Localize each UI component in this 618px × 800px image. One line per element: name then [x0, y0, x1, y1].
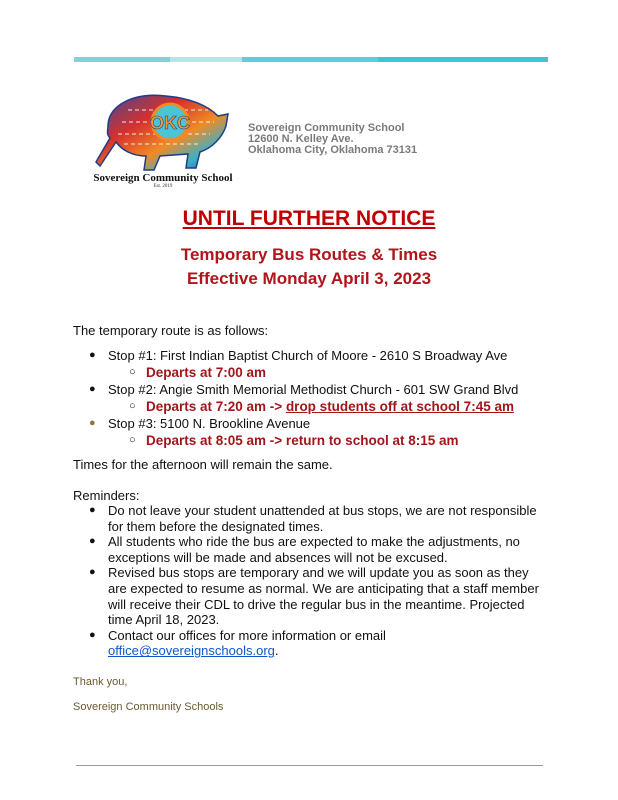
stop-text: Stop #2: Angie Smith Memorial Methodist Church - 601 SW Grand Blvd: [108, 382, 519, 397]
subtitle-effective-date: Effective Monday April 3, 2023: [186, 269, 432, 288]
headline: UNTIL FURTHER NOTICE: [182, 207, 436, 230]
dropoff-time: drop students off at school 7:45 am: [285, 399, 514, 414]
address-line: 12600 N. Kelley Ave.: [248, 133, 354, 145]
departure-time: Departs at 7:20 am -> drop students off at school 7:45 am: [146, 399, 514, 414]
circle-bullet-icon: ○: [129, 400, 136, 412]
top-accent-bar: [74, 57, 548, 62]
school-address: [248, 123, 417, 156]
reminder-text: Do not leave your student unattended at bus stops, we are not responsible for them before the designated times.: [108, 503, 537, 534]
top-bar-segment: [170, 57, 242, 62]
footer-divider: [76, 765, 543, 766]
stop-item: [73, 347, 553, 364]
logo-monogram: OKC: [150, 113, 190, 133]
reminder-list: [73, 503, 553, 659]
stop-text: Stop #1: First Indian Baptist Church of Moore - 2610 S Broadway Ave: [108, 348, 508, 363]
stop-item: [73, 381, 553, 398]
bullet-icon: ●: [89, 417, 96, 429]
thanks-line: Thank you,: [73, 676, 128, 688]
reminder-item: [73, 565, 553, 627]
afternoon-note: Times for the afternoon will remain the same.: [73, 457, 333, 472]
bullet-icon: ●: [89, 349, 96, 361]
email-link[interactable]: office@sovereignschools.org: [108, 643, 275, 659]
reminder-item: [73, 503, 553, 534]
circle-bullet-icon: ○: [129, 366, 136, 378]
route-intro: The temporary route is as follows:: [73, 323, 269, 338]
departure-item: [73, 364, 553, 381]
bullet-icon: ●: [89, 566, 96, 579]
stop-item: [73, 415, 553, 432]
address-line: Sovereign Community School: [248, 122, 405, 134]
subtitle-routes: Temporary Bus Routes & Times: [180, 245, 438, 264]
departure-time: Departs at 8:05 am -> return to school at 8:15 am: [146, 433, 459, 448]
reminder-text: All students who ride the bus are expected to make the adjustments, no exceptions will be made and absences will not be excused.: [108, 534, 520, 565]
top-bar-segment: [242, 57, 378, 62]
top-bar-segment: [74, 57, 170, 62]
reminder-item: [73, 628, 553, 659]
logo-established: Est. 2019: [153, 184, 173, 189]
reminder-text: Revised bus stops are temporary and we will update you as soon as they are expected to resume as normal. We are anticipating that a staff member will receive their CDL to drive the regular bus in the meantime. Projected time April 18, 2023.: [108, 565, 539, 628]
stop-text: Stop #3: 5100 N. Brookline Avenue: [108, 416, 311, 431]
top-bar-segment: [378, 57, 548, 62]
reminder-item: [73, 534, 553, 565]
circle-bullet-icon: ○: [129, 434, 136, 446]
bullet-icon: ●: [89, 628, 96, 641]
departure-item: [73, 432, 553, 449]
signoff: Sovereign Community Schools: [73, 701, 224, 713]
bullet-icon: ●: [89, 535, 96, 548]
logo-school-name: Sovereign Community School: [93, 172, 233, 184]
stop-list: [73, 347, 553, 449]
departure-time: Departs at 7:00 am: [146, 365, 267, 380]
address-line: Oklahoma City, Oklahoma 73131: [248, 144, 418, 156]
bullet-icon: ●: [89, 504, 96, 516]
reminders-heading: Reminders:: [73, 488, 140, 503]
departure-item: [73, 398, 553, 415]
bullet-icon: ●: [89, 383, 96, 395]
reminder-contact: Contact our offices for more information or email office@sovereignschools.org.: [108, 627, 386, 659]
